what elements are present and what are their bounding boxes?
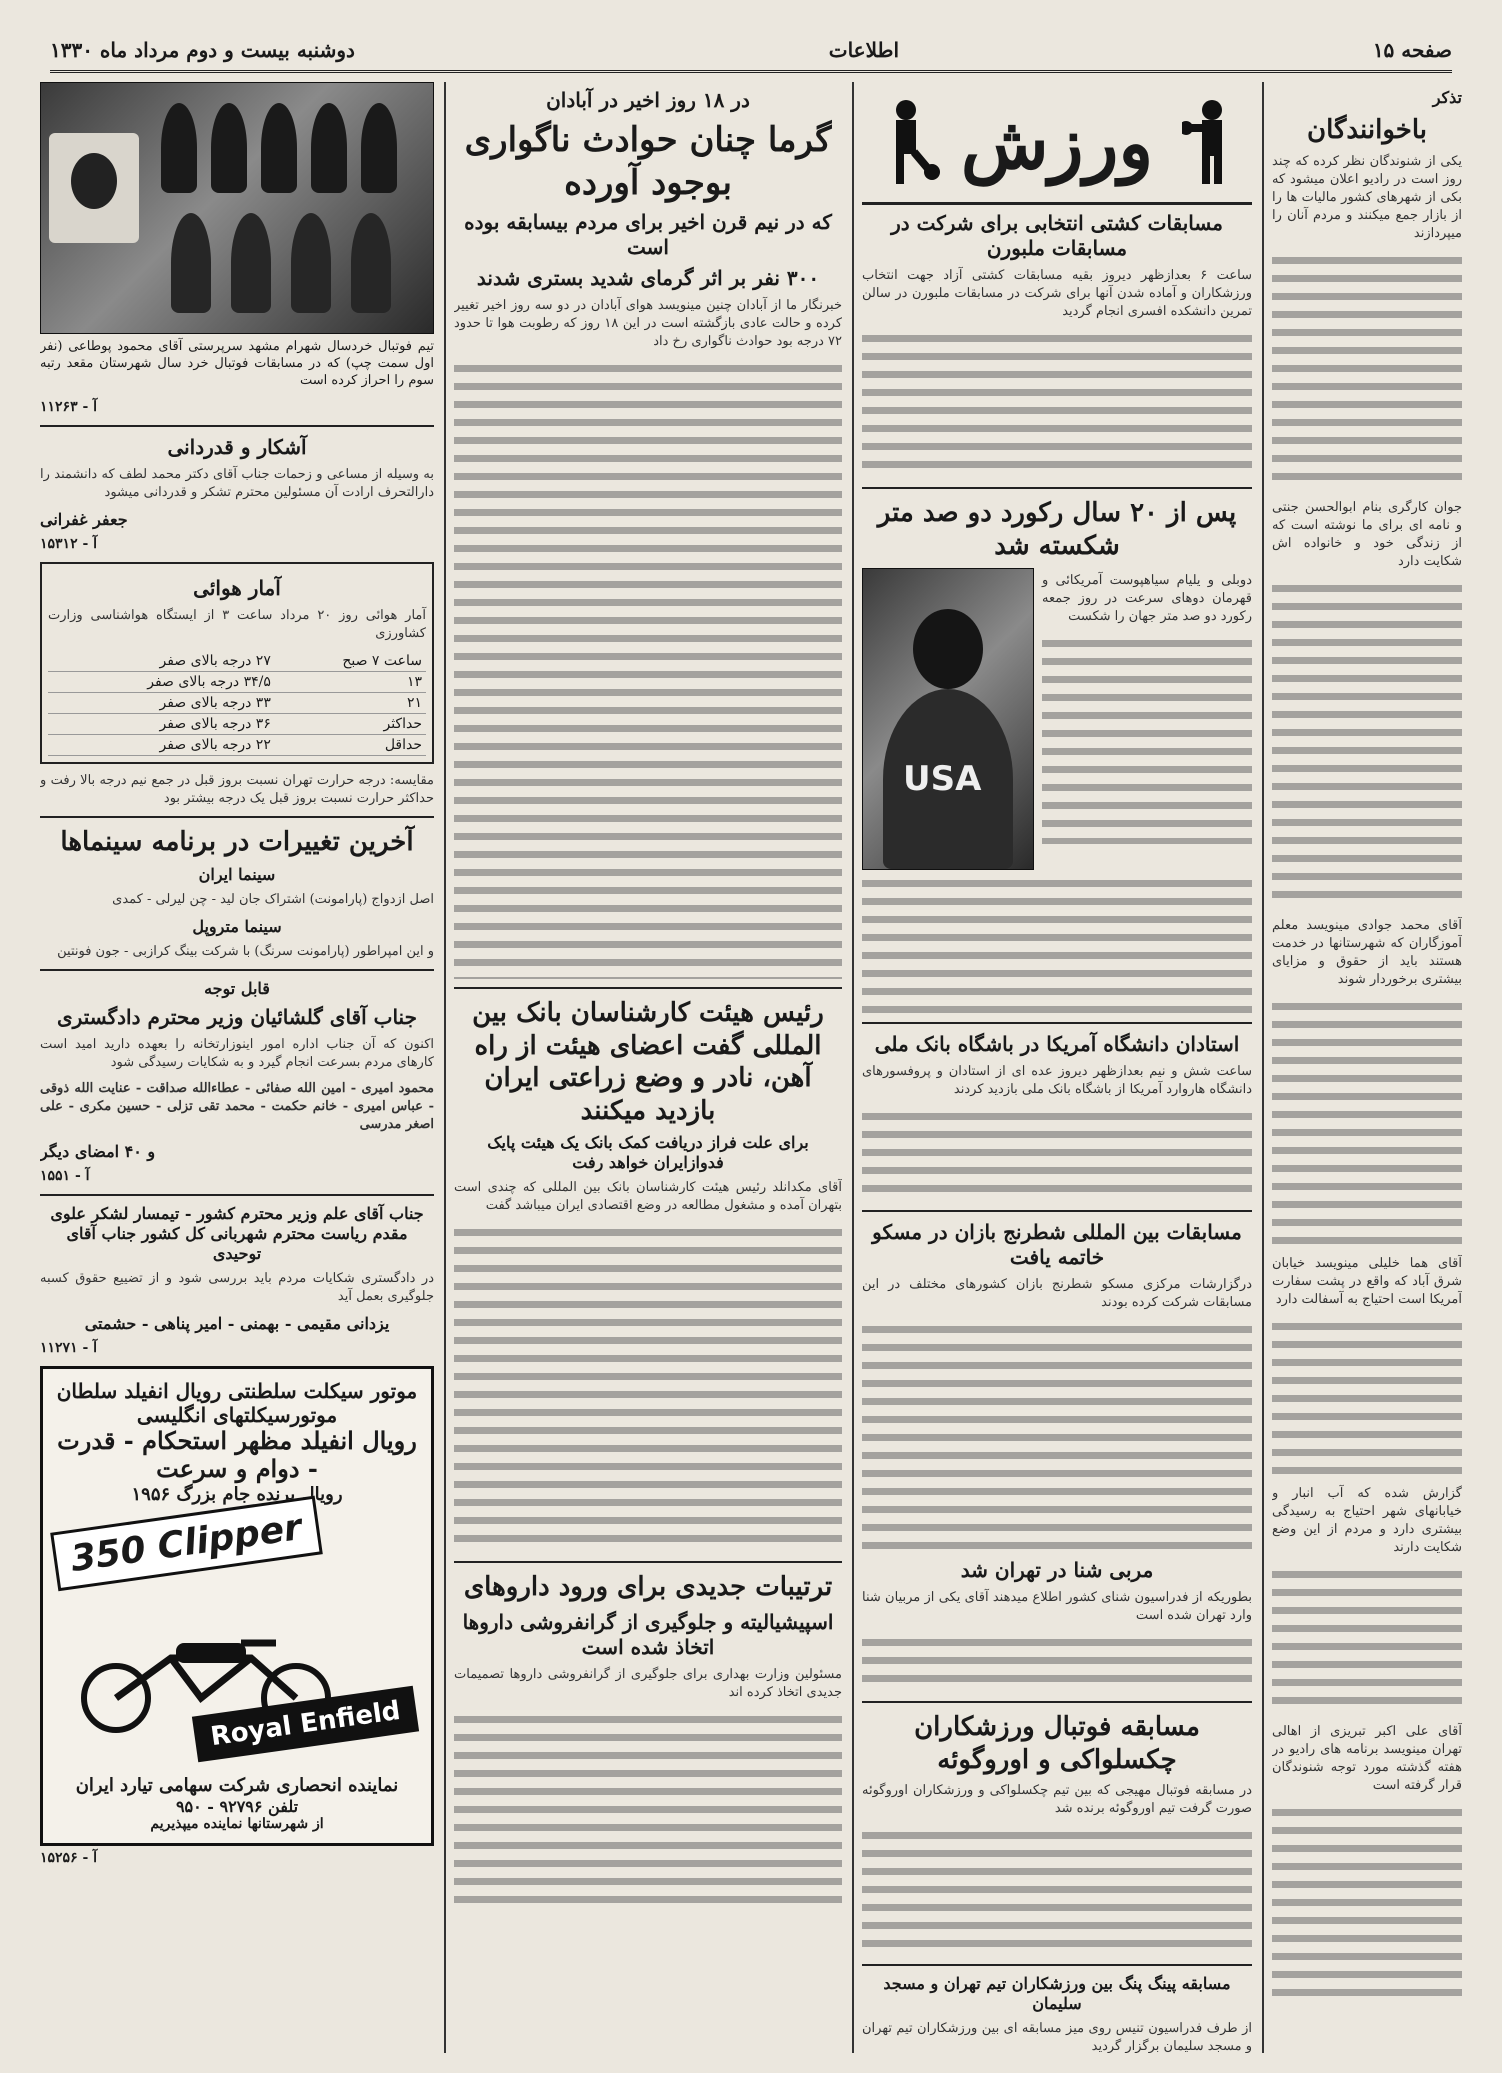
headline: ترتیبات جدیدی برای ورود داروهای (463, 1572, 833, 1602)
football-player-icon (872, 96, 942, 186)
article-text: آقای مکدانلد رئیس هیئت کارشناسان بانک بین المللی که چندی است بتهران آمده و مشغول مطالعه در وضع اقتصادی ایران میباشد گفت (454, 1180, 842, 1213)
article-text: دوبلی و یلیام سیاهپوست آمریکائی و قهرمان دوهای سرعت در روز جمعه رکورد دو صد متر جهان را شکست (1042, 573, 1252, 624)
notice-text: اکنون که آن جناب اداره امور اینوزارتخانه را بعهده دارید امید است کارهای مردم بسرعت انجام گیرد و به شکایات رسیدگی شود (40, 1036, 434, 1070)
weather-title: آمار هوائی (193, 576, 281, 600)
text-block (1042, 634, 1252, 844)
divider (862, 1210, 1252, 1212)
subheadline: ۳۰۰ نفر بر اثر گرمای شدید بستری شدند (476, 266, 820, 290)
ad-phone: تلفن ۹۲۷۹۶ - ۹۵۰ (175, 1796, 299, 1816)
column-rule (444, 82, 446, 2053)
article-text: ساعت ۶ بعدازظهر دیروز بقیه مسابقات کشتی آزاد جهت انتخاب ورزشکاران و آماده شدن آنها برای شرکت در مسابقات ملبورن در سالن تمرین دانشکده افسری انجام گردید (862, 268, 1252, 319)
headline: مسابقات کشتی انتخابی برای شرکت در مسابقات ملبورن (891, 211, 1223, 260)
weather-value: ۲۲ درجه بالای صفر (48, 735, 275, 756)
athlete-photo (862, 568, 1034, 870)
notice-title: آشکار و قدردانی (167, 435, 307, 459)
ad-headline: موتور سیکلت سلطنتی رویال انفیلد سلطان موتورسیکلتهای انگلیسی (56, 1378, 418, 1427)
column-news (454, 82, 842, 2053)
weather-intro: آمار هوائی روز ۲۰ مرداد ساعت ۳ از ایستگاه هواشناسی وزارت کشاورزی (48, 608, 426, 641)
article-text: آقای علی اکبر تبریزی از اهالی تهران مینویسد برنامه های رادیو در هفته گذشته مورد توجه شنوندگان قرار گرفته است (1272, 1723, 1462, 1793)
article-text: بطوریکه از فدراسیون شنای کشور اطلاع میدهند آقای یکی از مربیان شنا وارد تهران شده است (862, 1590, 1252, 1623)
table-row (48, 714, 426, 735)
article-text: یکی از شنوندگان نظر کرده که چند روز است در رادیو اعلان میشود که بکی از شهرهای کشور مالیات ها را از بازار جمع میکنند و مردم آنان را میپردازند (1272, 153, 1462, 241)
divider (40, 969, 434, 971)
text-block (454, 1710, 842, 1910)
text-block (1272, 997, 1462, 1247)
headline: گرما چنان حوادث ناگواری بوجود آورده (464, 120, 832, 203)
column-misc (40, 82, 434, 2053)
weather-label: ۲۱ (275, 693, 426, 714)
subheadline: اسپیشیالیته و جلوگیری از گرانفروشی داروها اتخاذ شده است (462, 1609, 834, 1659)
divider (862, 1022, 1252, 1024)
divider (454, 987, 842, 989)
weather-label: ساعت ۷ صبح (275, 651, 426, 672)
text-block (862, 329, 1252, 479)
cinema-program: اصل ازدواج (پارامونت) اشتراک جان لید - چن لیرلی - کمدی (112, 891, 434, 907)
letter-text: در دادگستری شکایات مردم باید بررسی شود و از تضییع حقوق کسبه جلوگیری بعمل آید (40, 1270, 434, 1304)
notice-signature: و ۴۰ امضای دیگر (40, 1141, 156, 1161)
ad-reference: آ - ۱۵۲۵۶ (40, 1849, 98, 1866)
weather-label: ۱۳ (275, 672, 426, 693)
headline: استادان دانشگاه آمریکا در باشگاه بانک ملی (874, 1032, 1240, 1056)
weather-value: ۳۴/۵ درجه بالای صفر (48, 672, 275, 693)
headline: پس از ۲۰ سال رکورد دو صد متر شکسته شد (877, 498, 1237, 561)
cinema-title: آخرین تغییرات در برنامه سینماها (60, 827, 414, 857)
article-text: مسئولین وزارت بهداری برای جلوگیری از گرانفروشی داروها تصمیمات جدیدی اتخاذ کرده اند (454, 1666, 842, 1700)
headline: رئیس هیئت کارشناسان بانک بین المللی گفت اعضای هیئت از راه آهن، نادر و وضع زراعتی ایران بازدید میکنند (472, 998, 824, 1126)
text-block (862, 1826, 1252, 1956)
weather-note: مقایسه: درجه حرارت تهران نسبت بروز قبل در جمع نیم درجه بالا رفت و حداکثر حرارت نسبت بروز قبل یک درجه بیشتر بود (40, 773, 434, 806)
cinema-name: سینما ایران (198, 864, 276, 884)
jersey-lettering-usa: USA (903, 759, 982, 799)
text-block (862, 1320, 1252, 1550)
table-row (48, 672, 426, 693)
article-text: از طرف فدراسیون تنیس روی میز مسابقه ای بین ورزشکاران تیم تهران و مسجد سلیمان برگزار گردید (862, 2021, 1252, 2053)
ad-agent: نماینده انحصاری شرکت سهامی تیارد ایران (75, 1774, 399, 1796)
article-text: جوان کارگری بنام ابوالحسن جنتی و نامه ای برای ما نوشته است که از زندگی خود و خانواده اش شکایت دارد (1272, 499, 1462, 569)
ad-reference: آ - ۱۵۳۱۲ (40, 536, 98, 552)
weather-label: حداقل (275, 735, 426, 756)
table-row (48, 693, 426, 714)
text-block (454, 359, 842, 979)
article-text: در مسابقه فوتبال مهیجی که بین تیم چکسلواکی و ورزشکاران اوروگوئه صورت گرفت تیم اوروگوئه برنده شد (862, 1783, 1252, 1816)
column-rule (1262, 82, 1264, 2053)
ad-brand: Royal Enfield (192, 1685, 419, 1762)
page-number: صفحه ۱۵ (1372, 38, 1452, 62)
text-block (1272, 1565, 1462, 1715)
weather-value: ۳۳ درجه بالای صفر (48, 693, 275, 714)
ad-slogan: رویال انفیلد مظهر استحکام - قدرت - دوام و سرعت (57, 1425, 417, 1484)
ad-footer: از شهرستانها نماینده میپذیریم (150, 1815, 324, 1832)
weather-box (40, 562, 434, 764)
divider (454, 1561, 842, 1563)
letter-signature: یزدانی مقیمی - بهمنی - امیر پناهی - حشمتی (84, 1313, 390, 1333)
paper-name: اطلاعات (828, 38, 900, 62)
headline: مسابقات بین المللی شطرنج بازان در مسکو خاتمه یافت (872, 1220, 1242, 1269)
headline: مسابقه پینگ پنگ بین ورزشکاران تیم تهران و مسجد سلیمان (883, 1974, 1231, 2013)
column-readers (1272, 82, 1462, 2053)
ad-reference: آ - ۱۱۲۶۳ (40, 399, 98, 415)
notice-signatories: محمود امیری - امین الله صفائی - عطاءالله صداقت - عنایت الله ذوقی - عباس امیری - خانم حکمت - محمد تقی تزلی - حسین مکری - علی اصغر مدرسی (40, 1080, 434, 1132)
kicker: تذکر (1432, 88, 1462, 107)
article-text: آقای هما خلیلی مینویسد خیابان شرق آباد که واقع در پشت سفارت آمریکا است احتیاج به آسفالت دارد (1272, 1255, 1462, 1307)
article-text: گزارش شده که آب انبار و خیابانهای شهر احتیاج به رسیدگی بیشتری دارد و مردم از این وضع شکایت دارند (1272, 1485, 1462, 1555)
weather-value: ۳۶ درجه بالای صفر (48, 714, 275, 735)
text-block (862, 1107, 1252, 1202)
article-body (1042, 568, 1252, 870)
issue-date: دوشنبه بیست و دوم مرداد ماه ۱۳۳۰ (50, 38, 355, 62)
sprinter-article (862, 568, 1252, 870)
text-block (1272, 579, 1462, 909)
cinema-name: سینما متروپل (192, 916, 282, 936)
headline: مسابقه فوتبال ورزشکاران چکسلواکی و اوروگوئه (914, 1712, 1200, 1775)
column-rule (852, 82, 854, 2053)
weather-value: ۲۷ درجه بالای صفر (48, 651, 275, 672)
text-block (1272, 1803, 1462, 2003)
text-block (454, 1223, 842, 1553)
sports-banner (862, 82, 1252, 205)
ad-reference: آ - ۱۱۲۷۱ (40, 1339, 98, 1356)
letter-title: جناب آقای علم وزیر محترم کشور - تیمسار لشکر علوی مقدم ریاست محترم شهربانی کل کشور جناب آقای توحیدی (50, 1203, 424, 1263)
article-text: آقای محمد جوادی مینویسد معلم آموزگاران که شهرستانها در خدمت هستند باید از حقوق و مزایای بیشتری برخوردار شوند (1272, 917, 1462, 987)
divider (862, 1964, 1252, 1966)
ad-model-name: 350 Clipper (50, 1495, 322, 1591)
notice-signature: جعفر غفرانی (40, 510, 128, 529)
boxer-icon (1182, 96, 1242, 186)
photo-caption: تیم فوتبال خردسال شهرام مشهد سرپرستی آقای محمود پوطاعی (نفر اول سمت چپ) که در مسابقات فوتبال خرد سال شهرستان مقعد رتبه سوم را احراز کرده است (40, 339, 434, 388)
column-sports (862, 82, 1252, 2053)
table-row (48, 735, 426, 756)
divider (40, 816, 434, 818)
text-block (862, 874, 1252, 1014)
notice-title: جناب آقای گلشائیان وزیر محترم دادگستری (57, 1004, 417, 1029)
notice-text: به وسیله از مساعی و زحمات جناب آقای دکتر محمد لطف که دانشمند را دارالتحرف ارادت آن مسئولین محترم تشکر و قدردانی میشود (40, 467, 434, 500)
royal-enfield-ad (40, 1366, 434, 1846)
table-row (48, 651, 426, 672)
subheadline: که در نیم قرن اخیر برای مردم بیسابقه بوده است (464, 210, 832, 259)
notice-kicker: قابل توجه (204, 978, 270, 998)
divider (40, 425, 434, 427)
divider (862, 487, 1252, 489)
ad-reference: آ - ۱۵۵۱ (40, 1167, 90, 1184)
article-text: درگزارشات مرکزی مسکو شطرنج بازان کشورهای مختلف در این مسابقات شرکت کرده بودند (862, 1277, 1252, 1310)
divider (862, 1701, 1252, 1703)
text-block (1272, 1317, 1462, 1477)
masthead (50, 30, 1452, 73)
article-text: ساعت شش و نیم بعدازظهر دیروز عده ای از استادان و پروفسورهای دانشگاه هاروارد آمریکا از باشگاه بانک ملی بازدید کردند (862, 1064, 1252, 1097)
kicker: در ۱۸ روز اخیر در آبادان (546, 88, 750, 112)
weather-label: حداکثر (275, 714, 426, 735)
weather-table (48, 651, 426, 756)
sports-banner-title: ورزش (960, 99, 1154, 185)
subheadline: برای علت فراز دریافت کمک بانک یک هیئت پایک فدوازایران خواهد رفت (487, 1133, 809, 1172)
text-block (862, 1633, 1252, 1693)
article-text: خبرنگار ما از آبادان چنین مینویسد هوای آبادان در دو سه روز اخیر تغییر کرده و حالت عادی بازگشته است در این ۱۸ روز که رطوبت هوا تا حدود ۷۲ درجه بود حوادث ناگواری رخ داد (454, 298, 842, 349)
football-team-photo (40, 82, 434, 334)
divider (40, 1194, 434, 1196)
headline: باخوانندگان (1306, 115, 1427, 145)
ad-award: رویال برنده جام بزرگ ۱۹۵۶ (131, 1484, 343, 1506)
text-block (1272, 251, 1462, 491)
cinema-program: و این امپراطور (پارامونت سرنگ) با شرکت بینگ کرازبی - جون فونتین (57, 943, 434, 959)
headline: مربی شنا در تهران شد (960, 1558, 1154, 1582)
